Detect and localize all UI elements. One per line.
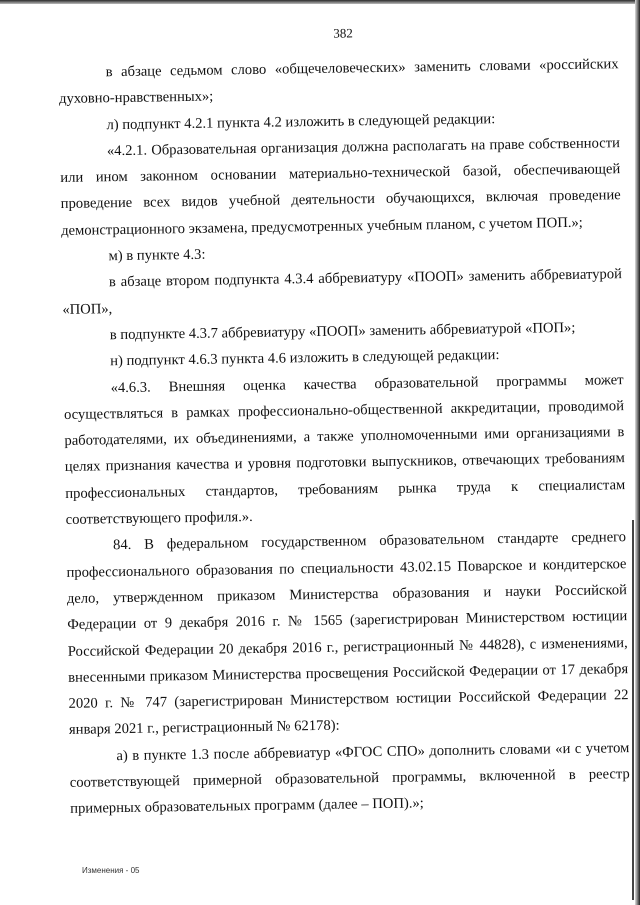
scan-edge-right xyxy=(635,0,640,905)
paragraph-item-a: а) в пункте 1.3 после аббревиатур «ФГОС СПО» дополнить словами «и с учетом соответствующей примерной образовательной программы, включенной в реестр примерных образовательных программ (далее – ПОП).»; xyxy=(69,739,630,818)
scan-edge-shadow xyxy=(632,520,634,900)
paragraph-4-2-1: «4.2.1. Образовательная организация должна располагать на праве собственности или ином законном основании материально-технической базой, обеспечивающей проведение всех видов учебной деятельности обучающихся, включая проведение демонстрационного экзамена, предусмотренных учебным планом, с учетом ПОП.»; xyxy=(60,135,621,239)
paragraph-4-3-4: в абзаце втором подпункта 4.3.4 аббревиатуру «ПООП» заменить аббревиатурой «ПОП», xyxy=(62,266,623,318)
paragraph-4-6-3: «4.6.3. Внешняя оценка качества образовательной программы может осуществляться в рамках профессионально-общественной аккредитации, проводимой работодателями, их объединениями, а также уполномоченными ими организациями в целях признания качества и уровня подготовки выпускников, отвечающих требованиям профессиональных стандартов, требованиям рынка труда к специалистам соответствующего профиля.». xyxy=(63,371,626,528)
paragraph-4-3-7: в подпункте 4.3.7 аббревиатуру «ПООП» заменить аббревиатурой «ПОП»; xyxy=(109,319,576,344)
scan-edge-top xyxy=(0,0,640,4)
footer-note: Изменения - 05 xyxy=(82,866,140,875)
paragraph-item-l: л) подпункт 4.2.1 пункта 4.2 изложить в следующей редакции: xyxy=(106,110,496,133)
paragraph-item-m: м) в пункте 4.3: xyxy=(108,246,206,265)
document-page xyxy=(58,21,630,822)
paragraph-item-n: н) подпункт 4.6.3 пункта 4.6 изложить в следующей редакции: xyxy=(110,347,500,370)
paragraph-84: 84. В федеральном государственном образовательном стандарте среднего профессионального образования по специальности 43.02.15 Поварское и кондитерское дело, утвержденном приказом Министерства образования и науки Российской Федерации от 9 декабря 2016 г. № 1565 (зарегистрирован Министерством юстиции Российской Федерации 20 декабря 2016 г., регистрационный № 44828), с изменениями, внесенными приказом Министерства просвещения Российской Федерации от 17 декабря 2020 г. № 747 (зарегистрирован Министерством юстиции Российской Федерации 22 января 2021 г., регистрационный № 62178): xyxy=(66,529,629,739)
page-number: 382 xyxy=(333,25,353,41)
paragraph-abzac-sedmoy: в абзаце седьмом слово «общечеловеческих» заменить словами «российских духовно-нравственных»; xyxy=(58,56,619,108)
